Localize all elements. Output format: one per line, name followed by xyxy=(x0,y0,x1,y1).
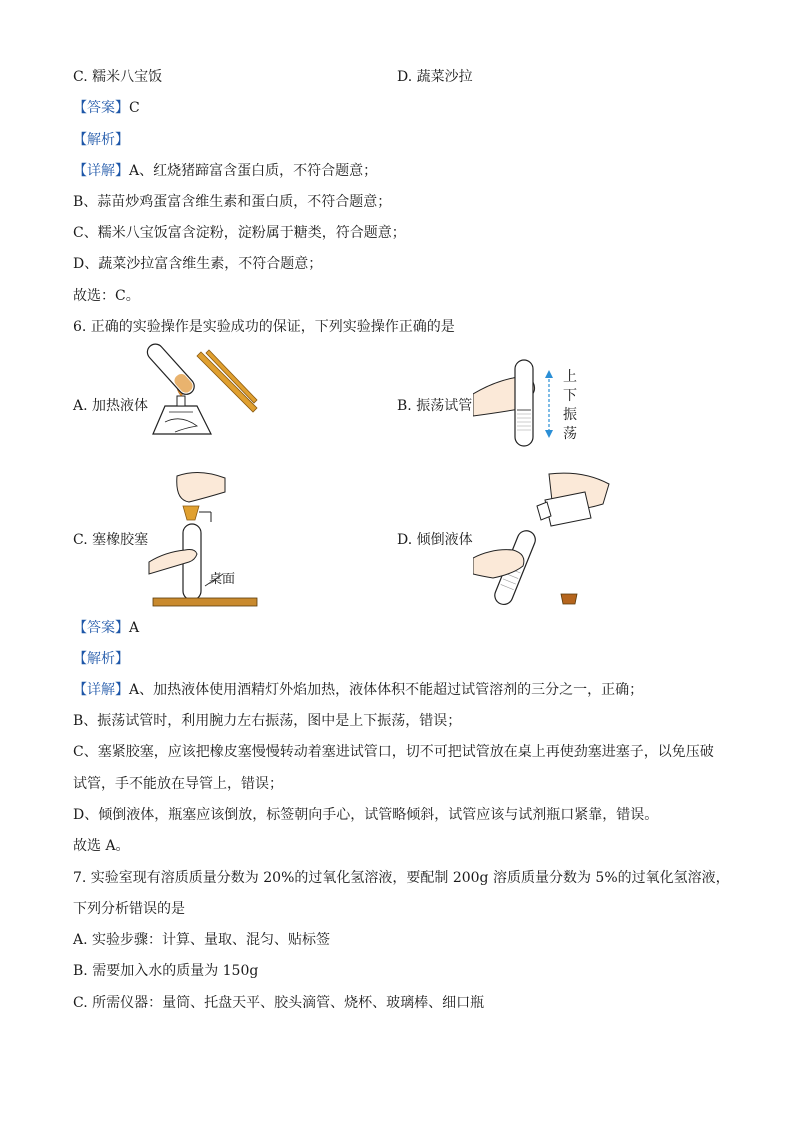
q5-option-c: C. 糯米八宝饭 xyxy=(73,69,163,85)
label-up: 上 xyxy=(563,369,577,385)
q7-option-b: B. 需要加入水的质量为 150g xyxy=(73,963,259,979)
label-shake-1: 振 xyxy=(563,407,577,423)
q6-detail-a xyxy=(73,680,643,700)
q5-detail-a xyxy=(73,161,377,181)
q6-answer xyxy=(73,618,139,638)
q6-detail-c-1: C、塞紧胶塞，应该把橡皮塞慢慢转动着塞进试管口，切不可把试管放在桌上再使劲塞进塞子，以免压破 xyxy=(73,744,714,760)
q6-option-b: B. 振荡试管 xyxy=(397,398,473,414)
q5-answer xyxy=(73,98,140,118)
q5-detail-b: B、蒜苗炒鸡蛋富含维生素和蛋白质，不符合题意； xyxy=(73,194,392,210)
q5-analysis-tag: 【解析】 xyxy=(73,132,129,148)
q5-detail-d: D、蔬菜沙拉富含维生素，不符合题意； xyxy=(73,256,323,272)
stopper-figure xyxy=(145,468,260,610)
answer-value: C xyxy=(129,100,140,116)
q6-stem: 6. 正确的实验操作是实验成功的保证，下列实验操作正确的是 xyxy=(73,319,455,335)
answer-tag: 【答案】 xyxy=(73,100,129,116)
q5-option-d: D. 蔬菜沙拉 xyxy=(397,69,473,85)
detail-tag: 【详解】 xyxy=(73,682,129,698)
q7-option-a: A. 实验步骤：计算、量取、混匀、贴标签 xyxy=(73,932,331,948)
label-down: 下 xyxy=(563,388,577,404)
q6-option-c: C. 塞橡胶塞 xyxy=(73,532,149,548)
q6-detail-d: D、倾倒液体，瓶塞应该倒放，标签朝向手心，试管略倾斜，试管应该与试剂瓶口紧靠，错误。 xyxy=(73,807,659,823)
heating-liquid-figure xyxy=(145,342,260,438)
q6-conclusion: 故选 A。 xyxy=(73,838,130,854)
detail-a-text: A、红烧猪蹄富含蛋白质，不符合题意； xyxy=(129,163,378,179)
q6-analysis-tag: 【解析】 xyxy=(73,651,129,667)
label-shake-2: 荡 xyxy=(563,426,577,442)
detail-a-text: A、加热液体使用酒精灯外焰加热，液体体积不能超过试管溶剂的三分之一，正确； xyxy=(129,682,644,698)
q5-conclusion: 故选：C。 xyxy=(73,288,140,304)
answer-value: A xyxy=(129,620,140,636)
q7-option-c: C. 所需仪器：量筒、托盘天平、胶头滴管、烧杯、玻璃棒、细口瓶 xyxy=(73,995,485,1011)
q7-stem-1: 7. 实验室现有溶质质量分数为 20%的过氧化氢溶液，要配制 200g 溶质质量分数为 5%的过氧化氢溶液， xyxy=(73,870,730,886)
q5-detail-c: C、糯米八宝饭富含淀粉，淀粉属于糖类，符合题意； xyxy=(73,225,406,241)
pouring-liquid-figure xyxy=(473,470,613,610)
q6-detail-c-2: 试管，手不能放在导管上，错误； xyxy=(73,776,283,792)
table-surface-label: 桌面 xyxy=(209,572,236,587)
q7-stem-2: 下列分析错误的是 xyxy=(73,901,185,917)
q6-option-a: A. 加热液体 xyxy=(73,398,149,414)
shaking-tube-figure xyxy=(473,356,603,452)
shake-direction-label xyxy=(563,368,577,444)
q6-option-d: D. 倾倒液体 xyxy=(397,532,473,548)
detail-tag: 【详解】 xyxy=(73,163,129,179)
q6-detail-b: B、振荡试管时，利用腕力左右振荡，图中是上下振荡，错误； xyxy=(73,713,462,729)
answer-tag: 【答案】 xyxy=(73,620,129,636)
